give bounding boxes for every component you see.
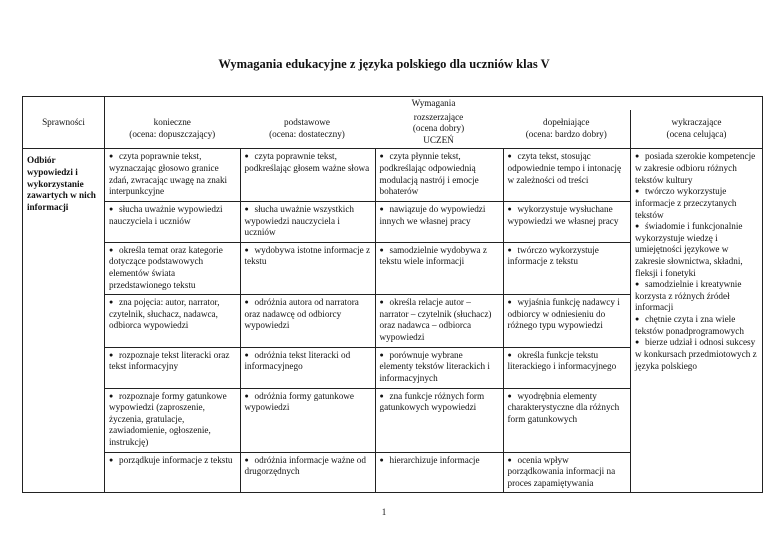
criteria-text: czyta tekst, stosując odpowiednie tempo i intonację w zależności od treści xyxy=(507,151,622,185)
bullet-icon: ● xyxy=(379,204,384,213)
criteria-cell xyxy=(105,388,240,452)
advanced-item xyxy=(635,314,758,337)
bullet-icon: ● xyxy=(109,152,114,161)
advanced-text: chętnie czyta i zna wiele tekstów ponadprogramowych xyxy=(635,314,744,336)
criteria-cell xyxy=(503,347,631,388)
criteria-cell xyxy=(240,295,375,347)
section-name: Odbiór wypowiedzi i wykorzystanie zawartych w nich informacji xyxy=(23,149,105,493)
bullet-icon: ● xyxy=(109,298,114,307)
bullet-icon: ● xyxy=(109,391,114,400)
criteria-text: określa temat oraz kategorie dotyczące podstawowych elementów świata przedstawionego tekstu xyxy=(109,244,223,290)
level-header: konieczne (ocena: dopuszczający) xyxy=(105,110,240,149)
bullet-icon: ● xyxy=(507,350,512,359)
bullet-icon: ● xyxy=(109,204,114,213)
student-label: UCZEŃ xyxy=(423,134,454,145)
criteria-row xyxy=(105,347,631,388)
bullet-icon: ● xyxy=(109,350,114,359)
criteria-cell xyxy=(375,149,503,201)
criteria-cell xyxy=(503,149,631,201)
criteria-cell xyxy=(105,149,240,201)
criteria-cell xyxy=(375,201,503,242)
bullet-icon: ● xyxy=(507,391,512,400)
bullet-icon: ● xyxy=(379,152,384,161)
bullet-icon: ● xyxy=(244,245,249,254)
criteria-text: rozpoznaje formy gatunkowe wypowiedzi (zaproszenie, życzenia, gratulacje, zawiadomienie, ogłoszenie, instrukcję) xyxy=(109,390,227,447)
criteria-text: czyta poprawnie tekst, wyznaczając głosowo granice zdań, zwracając uwagę na znaki interpunkcyjne xyxy=(109,151,228,197)
criteria-grid xyxy=(105,149,631,492)
bullet-icon: ● xyxy=(379,455,384,464)
content-row xyxy=(23,149,763,493)
advanced-text: samodzielnie i kreatywnie korzysta z różnych źródeł informacji xyxy=(635,279,742,313)
criteria-cell xyxy=(503,242,631,294)
requirements-table xyxy=(22,96,763,493)
criteria-text: zna pojęcia: autor, narrator, czytelnik, słuchacz, nadawca, odbiorca wypowiedzi xyxy=(109,297,220,331)
criteria-text: zna funkcje różnych form gatunkowych wypowiedzi xyxy=(379,390,485,413)
criteria-text: określa relacje autor – narrator – czytelnik (słuchacz) oraz nadawca – odbiorca wypowiedzi xyxy=(379,297,492,343)
advanced-text: posiada szerokie kompetencje w zakresie odbioru różnych tekstów kultury xyxy=(635,151,756,185)
criteria-cell xyxy=(503,388,631,452)
bullet-icon: ● xyxy=(109,245,114,254)
criteria-row xyxy=(105,452,631,492)
criteria-text: odróżnia informacje ważne od drugorzędnych xyxy=(244,454,366,477)
advanced-item xyxy=(635,221,758,279)
criteria-cell xyxy=(105,242,240,294)
criteria-cell xyxy=(375,242,503,294)
level-header: dopełniające (ocena: bardzo dobry) xyxy=(503,110,631,149)
criteria-cell xyxy=(105,347,240,388)
header-row xyxy=(23,97,763,110)
criteria-text: hierarchizuje informacje xyxy=(389,454,480,465)
criteria-row xyxy=(105,295,631,347)
criteria-cell xyxy=(105,201,240,242)
bullet-icon: ● xyxy=(635,280,640,289)
criteria-cell xyxy=(375,452,503,492)
criteria-text: wydobywa istotne informacje z tekstu xyxy=(244,244,371,267)
criteria-cell xyxy=(240,452,375,492)
criteria-text: twórczo wykorzystuje informacje z tekstu xyxy=(507,244,599,267)
criteria-cell xyxy=(375,388,503,452)
requirements-header: Wymagania xyxy=(411,98,456,108)
page-number: 1 xyxy=(381,507,387,517)
criteria-text: słucha uważnie wszystkich wypowiedzi nauczyciela i uczniów xyxy=(244,203,355,238)
criteria-text: rozpoznaje tekst literacki oraz tekst informacyjny xyxy=(109,349,230,372)
criteria-row xyxy=(105,388,631,452)
document-title: Wymagania edukacyjne z języka polskiego dla uczniów klas V xyxy=(218,57,550,71)
criteria-text: odróżnia autora od narratora oraz nadawcę od odbiorcy wypowiedzi xyxy=(244,297,359,331)
bullet-icon: ● xyxy=(635,222,640,231)
criteria-text: ocenia wpływ porządkowania informacji na proces zapamiętywania xyxy=(507,454,616,488)
bullet-icon: ● xyxy=(379,298,384,307)
criteria-text: nawiązuje do wypowiedzi innych we własnej pracy xyxy=(379,203,486,226)
advanced-text: bierze udział i odnosi sukcesy w konkursach przedmiotowych z języka polskiego xyxy=(635,337,757,371)
levels-row xyxy=(23,110,763,149)
criteria-text: czyta płynnie tekst, podkreślając odpowiednią modulacją nastrój i emocje bohaterów xyxy=(379,151,479,197)
bullet-icon: ● xyxy=(379,391,384,400)
criteria-cell xyxy=(105,452,240,492)
advanced-column xyxy=(631,149,763,493)
bullet-icon: ● xyxy=(244,204,249,213)
criteria-text: samodzielnie wydobywa z tekstu wiele informacji xyxy=(379,244,487,267)
bullet-icon: ● xyxy=(379,245,384,254)
advanced-item xyxy=(635,151,758,186)
bullet-icon: ● xyxy=(635,152,640,161)
criteria-cell xyxy=(240,149,375,201)
criteria-text: czyta poprawnie tekst, podkreślając głosem ważne słowa xyxy=(244,151,370,174)
criteria-cell xyxy=(503,452,631,492)
bullet-icon: ● xyxy=(507,152,512,161)
criteria-cell xyxy=(503,295,631,347)
bullet-icon: ● xyxy=(507,298,512,307)
criteria-text: porównuje wybrane elementy tekstów literackich i informacyjnych xyxy=(379,349,490,383)
skills-header: Sprawności xyxy=(23,97,105,149)
criteria-text: odróżnia tekst literacki od informacyjnego xyxy=(244,349,351,372)
bullet-icon: ● xyxy=(507,455,512,464)
criteria-row xyxy=(105,242,631,294)
advanced-text: twórczo wykorzystuje informacje z przeczytanych tekstów xyxy=(635,186,737,220)
criteria-cell xyxy=(240,347,375,388)
bullet-icon: ● xyxy=(635,315,640,324)
bullet-icon: ● xyxy=(379,350,384,359)
criteria-row xyxy=(105,201,631,242)
criteria-cell xyxy=(240,242,375,294)
criteria-text: porządkuje informacje z tekstu xyxy=(119,454,233,465)
level-header: podstawowe (ocena: dostateczny) xyxy=(240,110,375,149)
criteria-cell xyxy=(240,201,375,242)
criteria-cell xyxy=(375,347,503,388)
criteria-text: określa funkcje tekstu literackiego i informacyjnego xyxy=(507,349,617,372)
advanced-text: świadomie i funkcjonalnie wykorzystuje wiedzę i umiejętności językowe w zakresie słownictwa, składni, fleksji i fonetyki xyxy=(635,221,743,278)
criteria-text: odróżnia formy gatunkowe wypowiedzi xyxy=(244,390,355,413)
bullet-icon: ● xyxy=(109,455,114,464)
criteria-cell xyxy=(375,295,503,347)
level-header: rozszerzające (ocena dobry) UCZEŃ xyxy=(375,110,503,149)
bullet-icon: ● xyxy=(244,152,249,161)
criteria-text: słucha uważnie wypowiedzi nauczyciela i uczniów xyxy=(109,203,223,226)
criteria-text: wykorzystuje wysłuchane wypowiedzi we własnej pracy xyxy=(507,203,619,226)
criteria-row xyxy=(105,149,631,201)
criteria-cell xyxy=(503,201,631,242)
advanced-item xyxy=(635,279,758,314)
bullet-icon: ● xyxy=(507,245,512,254)
level-header: wykraczające (ocena celująca) xyxy=(631,110,763,149)
advanced-item xyxy=(635,186,758,221)
criteria-text: wyodrębnia elementy charakterystyczne dla różnych form gatunkowych xyxy=(507,390,620,424)
bullet-icon: ● xyxy=(244,391,249,400)
criteria-cell xyxy=(240,388,375,452)
advanced-item xyxy=(635,337,758,372)
bullet-icon: ● xyxy=(635,187,640,196)
criteria-cell xyxy=(105,295,240,347)
bullet-icon: ● xyxy=(635,338,640,347)
bullet-icon: ● xyxy=(507,204,512,213)
bullet-icon: ● xyxy=(244,350,249,359)
bullet-icon: ● xyxy=(244,455,249,464)
criteria-text: wyjaśnia funkcję nadawcy i odbiorcy w odniesieniu do różnego typu wypowiedzi xyxy=(507,297,620,331)
bullet-icon: ● xyxy=(244,298,249,307)
